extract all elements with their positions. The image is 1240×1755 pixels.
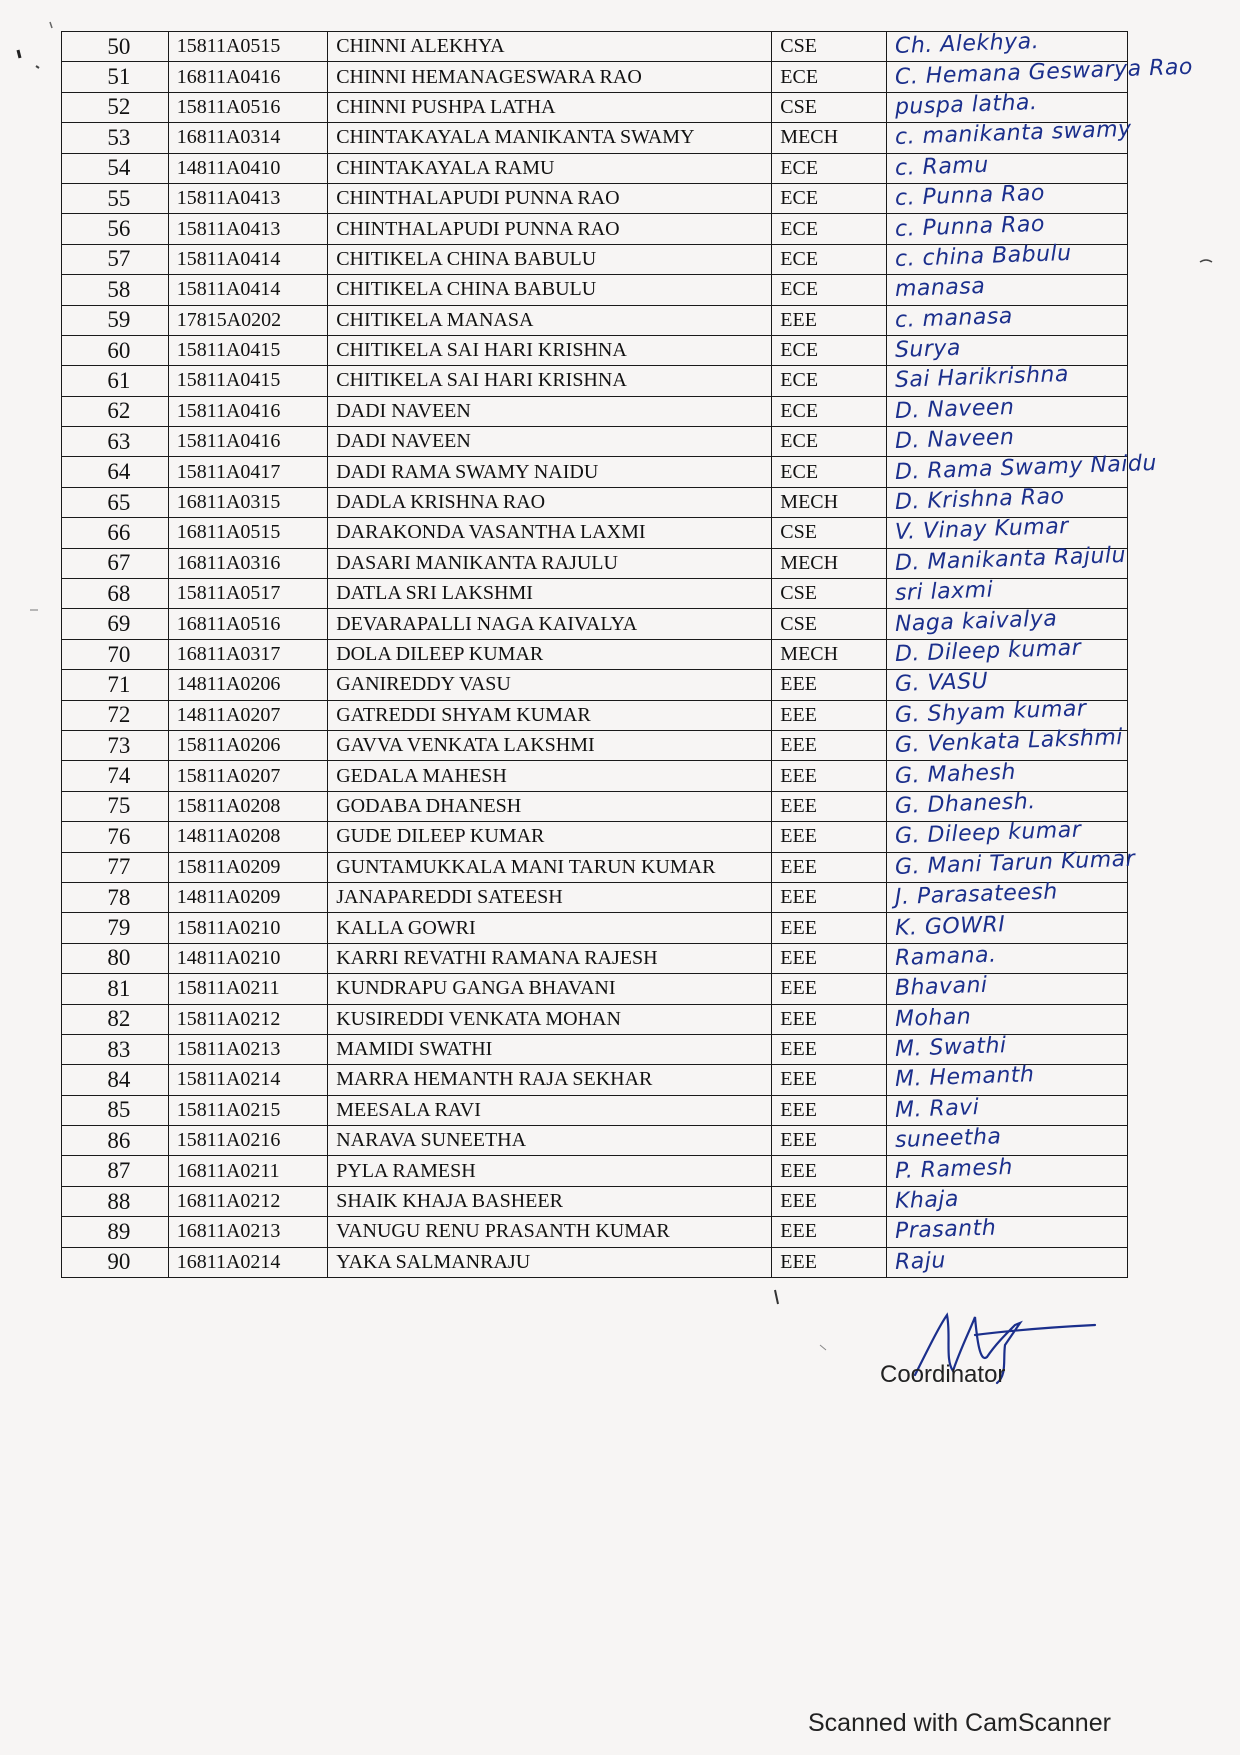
serial-number-cell: 86 [62, 1126, 169, 1156]
branch-cell: EEE [772, 1217, 887, 1247]
roll-number-cell: 15811A0214 [168, 1065, 328, 1095]
signature-cell [887, 1095, 1128, 1125]
serial-number-cell: 71 [62, 670, 169, 700]
student-name-cell: VANUGU RENU PRASANTH KUMAR [328, 1217, 772, 1247]
handwritten-signature: V. Vinay Kumar [894, 514, 1070, 546]
branch-cell: EEE [772, 670, 887, 700]
student-name-cell: MAMIDI SWATHI [328, 1034, 772, 1064]
student-name-cell: PYLA RAMESH [328, 1156, 772, 1186]
roll-number-cell: 16811A0315 [168, 487, 328, 517]
student-name-cell: GEDALA MAHESH [328, 761, 772, 791]
handwritten-signature: D. Rama Swamy Naidu [894, 450, 1158, 485]
table-row [62, 1156, 1128, 1186]
handwritten-signature: G. Mahesh [894, 759, 1017, 789]
branch-cell: EEE [772, 1247, 887, 1277]
student-name-cell: DOLA DILEEP KUMAR [328, 639, 772, 669]
roll-number-cell: 15811A0209 [168, 852, 328, 882]
roll-number-cell: 16811A0211 [168, 1156, 328, 1186]
table-row [62, 153, 1128, 183]
handwritten-signature: c. Punna Rao [894, 180, 1046, 212]
handwritten-signature: G. Venkata Lakshmi [894, 725, 1124, 759]
table-row [62, 305, 1128, 335]
signature-cell [887, 240, 1128, 274]
table-row [62, 518, 1128, 548]
table-row [62, 730, 1128, 760]
student-name-cell: CHINTHALAPUDI PUNNA RAO [328, 214, 772, 244]
branch-cell: EEE [772, 974, 887, 1004]
handwritten-signature: C. Hemana Geswarya Rao [894, 54, 1194, 90]
roll-number-cell: 15811A0517 [168, 579, 328, 609]
roll-number-cell: 15811A0516 [168, 92, 328, 122]
branch-cell: CSE [772, 32, 887, 62]
handwritten-signature: D. Manikanta Rajulu [894, 542, 1127, 576]
table-row [62, 183, 1128, 213]
handwritten-signature: M. Hemanth [894, 1062, 1035, 1093]
branch-cell: MECH [772, 548, 887, 578]
student-attendance-table [61, 29, 1194, 1278]
student-name-cell: DEVARAPALLI NAGA KAIVALYA [328, 609, 772, 639]
roll-number-cell: 15811A0413 [168, 183, 328, 213]
student-name-cell: GATREDDI SHYAM KUMAR [328, 700, 772, 730]
handwritten-signature: M. Swathi [894, 1033, 1008, 1063]
signature-cell [887, 913, 1128, 943]
roll-number-cell: 15811A0416 [168, 396, 328, 426]
handwritten-signature: c. manasa [894, 303, 1014, 333]
serial-number-cell: 75 [62, 791, 169, 821]
branch-cell: EEE [772, 1186, 887, 1216]
student-name-cell: KUNDRAPU GANGA BHAVANI [328, 974, 772, 1004]
roll-number-cell: 15811A0211 [168, 974, 328, 1004]
signature-cell [887, 725, 1128, 760]
serial-number-cell: 61 [62, 366, 169, 396]
serial-number-cell: 76 [62, 822, 169, 852]
signature-cell [887, 1247, 1128, 1277]
handwritten-signature: Mohan [894, 1004, 972, 1032]
student-name-cell: DADI RAMA SWAMY NAIDU [328, 457, 772, 487]
handwritten-signature: Ramana. [894, 942, 998, 971]
serial-number-cell: 87 [62, 1156, 169, 1186]
table-row [62, 427, 1128, 457]
roll-number-cell: 16811A0516 [168, 609, 328, 639]
branch-cell: CSE [772, 609, 887, 639]
table-row [62, 1186, 1128, 1216]
signature-cell [887, 846, 1136, 882]
serial-number-cell: 77 [62, 852, 169, 882]
serial-number-cell: 80 [62, 943, 169, 973]
signature-cell [887, 670, 1128, 700]
table-row [62, 882, 1128, 912]
serial-number-cell: 81 [62, 974, 169, 1004]
serial-number-cell: 51 [62, 62, 169, 92]
branch-cell: ECE [772, 275, 887, 305]
handwritten-signature: G. Shyam kumar [894, 696, 1087, 728]
branch-cell: ECE [772, 244, 887, 274]
branch-cell: EEE [772, 700, 887, 730]
roll-number-cell: 14811A0209 [168, 882, 328, 912]
serial-number-cell: 90 [62, 1247, 169, 1277]
handwritten-signature: puspa latha. [894, 90, 1038, 120]
handwritten-signature: Bhavani [894, 973, 989, 1002]
signature-cell [887, 1034, 1128, 1064]
serial-number-cell: 70 [62, 639, 169, 669]
signature-cell [887, 396, 1128, 426]
branch-cell: EEE [772, 882, 887, 912]
branch-cell: EEE [772, 822, 887, 852]
student-name-cell: JANAPAREDDI SATEESH [328, 882, 772, 912]
table-row [62, 1034, 1128, 1064]
branch-cell: MECH [772, 123, 887, 153]
student-name-cell: GODABA DHANESH [328, 791, 772, 821]
signature-cell [887, 635, 1128, 669]
roll-number-cell: 15811A0417 [168, 457, 328, 487]
signature-cell [887, 1004, 1128, 1034]
branch-cell: EEE [772, 943, 887, 973]
student-name-cell: NARAVA SUNEETHA [328, 1126, 772, 1156]
handwritten-signature: c. manikanta swamy [894, 117, 1133, 151]
roll-number-cell: 14811A0410 [168, 153, 328, 183]
table-body [62, 29, 1194, 1278]
serial-number-cell: 63 [62, 427, 169, 457]
student-name-cell: GUDE DILEEP KUMAR [328, 822, 772, 852]
signature-cell [887, 362, 1128, 396]
handwritten-signature: Khaja [894, 1186, 960, 1215]
serial-number-cell: 82 [62, 1004, 169, 1034]
table-row [62, 943, 1128, 973]
branch-cell: EEE [772, 852, 887, 882]
branch-cell: EEE [772, 1034, 887, 1064]
handwritten-signature: Prasanth [894, 1215, 997, 1245]
handwritten-signature: Ch. Alekhya. [894, 29, 1040, 60]
student-name-cell: KALLA GOWRI [328, 913, 772, 943]
table-row [62, 822, 1128, 852]
handwritten-signature: manasa [894, 274, 986, 303]
table-row [62, 913, 1128, 943]
table-row [62, 92, 1128, 122]
table-row [62, 1004, 1128, 1034]
serial-number-cell: 62 [62, 396, 169, 426]
branch-cell: ECE [772, 457, 887, 487]
branch-cell: EEE [772, 791, 887, 821]
signature-cell [887, 1126, 1128, 1156]
student-name-cell: GUNTAMUKKALA MANI TARUN KUMAR [328, 852, 772, 882]
student-name-cell: CHITIKELA SAI HARI KRISHNA [328, 366, 772, 396]
serial-number-cell: 67 [62, 548, 169, 578]
student-name-cell: CHINNI PUSHPA LATHA [328, 92, 772, 122]
roll-number-cell: 15811A0515 [168, 32, 328, 62]
table-row [62, 335, 1128, 365]
roll-number-cell: 16811A0316 [168, 548, 328, 578]
serial-number-cell: 89 [62, 1217, 169, 1247]
roll-number-cell: 15811A0415 [168, 335, 328, 365]
handwritten-signature: M. Ravi [894, 1094, 980, 1123]
serial-number-cell: 73 [62, 730, 169, 760]
serial-number-cell: 59 [62, 305, 169, 335]
roll-number-cell: 15811A0416 [168, 427, 328, 457]
signature-cell [887, 335, 1128, 365]
table-row [62, 974, 1128, 1004]
student-name-cell: GAVVA VENKATA LAKSHMI [328, 730, 772, 760]
signature-cell [887, 275, 1128, 305]
student-name-cell: GANIREDDY VASU [328, 670, 772, 700]
roll-number-cell: 16811A0317 [168, 639, 328, 669]
student-name-cell: CHITIKELA SAI HARI KRISHNA [328, 335, 772, 365]
table-row [62, 791, 1128, 821]
handwritten-signature: G. Dileep kumar [894, 817, 1082, 850]
branch-cell: ECE [772, 396, 887, 426]
table-row [62, 548, 1128, 578]
roll-number-cell: 16811A0515 [168, 518, 328, 548]
student-name-cell: CHINTAKAYALA MANIKANTA SWAMY [328, 123, 772, 153]
roll-number-cell: 15811A0216 [168, 1126, 328, 1156]
serial-number-cell: 84 [62, 1065, 169, 1095]
student-name-cell: DASARI MANIKANTA RAJULU [328, 548, 772, 578]
roll-number-cell: 14811A0208 [168, 822, 328, 852]
student-name-cell: YAKA SALMANRAJU [328, 1247, 772, 1277]
student-name-cell: MEESALA RAVI [328, 1095, 772, 1125]
student-name-cell: DADI NAVEEN [328, 427, 772, 457]
signature-cell [887, 450, 1158, 487]
roll-number-cell: 15811A0210 [168, 913, 328, 943]
student-name-cell: CHINNI ALEKHYA [328, 32, 772, 62]
student-name-cell: SHAIK KHAJA BASHEER [328, 1186, 772, 1216]
roll-number-cell: 15811A0215 [168, 1095, 328, 1125]
signature-cell [887, 1062, 1128, 1095]
branch-cell: EEE [772, 730, 887, 760]
table-row [62, 366, 1128, 396]
handwritten-signature: Naga kaivalya [894, 605, 1058, 637]
roll-number-cell: 16811A0213 [168, 1217, 328, 1247]
branch-cell: EEE [772, 1095, 887, 1125]
serial-number-cell: 53 [62, 123, 169, 153]
signature-cell [887, 1156, 1128, 1186]
serial-number-cell: 56 [62, 214, 169, 244]
student-name-cell: CHITIKELA MANASA [328, 305, 772, 335]
student-name-cell: CHINNI HEMANAGESWARA RAO [328, 62, 772, 92]
camscanner-footer: Scanned with CamScanner [808, 1709, 1111, 1737]
branch-cell: ECE [772, 427, 887, 457]
signature-cell [887, 605, 1128, 639]
table-row [62, 244, 1128, 274]
branch-cell: EEE [772, 1004, 887, 1034]
signature-cell [887, 153, 1128, 183]
roll-number-cell: 16811A0416 [168, 62, 328, 92]
signature-cell [887, 305, 1128, 335]
table-row [62, 457, 1128, 487]
table-row [62, 123, 1128, 153]
branch-cell: ECE [772, 366, 887, 396]
table-row [62, 1126, 1128, 1156]
serial-number-cell: 78 [62, 882, 169, 912]
table-row [62, 214, 1128, 244]
branch-cell: ECE [772, 335, 887, 365]
signature-cell [887, 1217, 1128, 1247]
student-name-cell: DARAKONDA VASANTHA LAXMI [328, 518, 772, 548]
roll-number-cell: 15811A0415 [168, 366, 328, 396]
roll-number-cell: 15811A0213 [168, 1034, 328, 1064]
serial-number-cell: 72 [62, 700, 169, 730]
table-row [62, 1247, 1128, 1277]
student-name-cell: DADI NAVEEN [328, 396, 772, 426]
branch-cell: ECE [772, 214, 887, 244]
serial-number-cell: 74 [62, 761, 169, 791]
signature-cell [887, 542, 1128, 578]
coordinator-label: Coordinator [880, 1361, 1006, 1388]
signature-cell [887, 879, 1128, 912]
serial-number-cell: 85 [62, 1095, 169, 1125]
serial-number-cell: 52 [62, 92, 169, 122]
branch-cell: CSE [772, 92, 887, 122]
student-name-cell: CHINTHALAPUDI PUNNA RAO [328, 183, 772, 213]
serial-number-cell: 69 [62, 609, 169, 639]
signature-cell [887, 180, 1128, 213]
handwritten-signature: D. Krishna Rao [894, 484, 1066, 516]
serial-number-cell: 66 [62, 518, 169, 548]
serial-number-cell: 57 [62, 244, 169, 274]
branch-cell: EEE [772, 1065, 887, 1095]
handwritten-signature: G. Dhanesh. [894, 789, 1037, 819]
roll-number-cell: 16811A0212 [168, 1186, 328, 1216]
table-row [62, 670, 1128, 700]
handwritten-signature: suneetha [894, 1124, 1002, 1154]
branch-cell: EEE [772, 913, 887, 943]
table-row [62, 579, 1128, 609]
handwritten-signature: D. Naveen [894, 425, 1015, 455]
signature-cell [887, 54, 1194, 92]
table-row [62, 396, 1128, 426]
student-name-cell: DATLA SRI LAKSHMI [328, 579, 772, 609]
roll-number-cell: 15811A0207 [168, 761, 328, 791]
student-name-cell: MARRA HEMANTH RAJA SEKHAR [328, 1065, 772, 1095]
serial-number-cell: 64 [62, 457, 169, 487]
branch-cell: EEE [772, 761, 887, 791]
student-name-cell: DADLA KRISHNA RAO [328, 487, 772, 517]
student-name-cell: CHITIKELA CHINA BABULU [328, 244, 772, 274]
serial-number-cell: 60 [62, 335, 169, 365]
branch-cell: MECH [772, 639, 887, 669]
serial-number-cell: 83 [62, 1034, 169, 1064]
handwritten-signature: Surya [894, 335, 962, 364]
roll-number-cell: 15811A0414 [168, 275, 328, 305]
roll-number-cell: 14811A0207 [168, 700, 328, 730]
handwritten-signature: Raju [894, 1248, 947, 1275]
serial-number-cell: 50 [62, 32, 169, 62]
branch-cell: EEE [772, 1126, 887, 1156]
branch-cell: EEE [772, 305, 887, 335]
branch-cell: ECE [772, 153, 887, 183]
student-name-cell: CHINTAKAYALA RAMU [328, 153, 772, 183]
roll-number-cell: 16811A0214 [168, 1247, 328, 1277]
handwritten-signature: c. Punna Rao [894, 211, 1046, 242]
signature-cell [887, 117, 1133, 153]
table-row [62, 62, 1128, 92]
handwritten-signature: c. china Babulu [894, 240, 1073, 272]
serial-number-cell: 54 [62, 153, 169, 183]
serial-number-cell: 79 [62, 913, 169, 943]
table-row [62, 852, 1128, 882]
signature-cell [887, 943, 1128, 973]
signature-cell [887, 791, 1128, 821]
table-row [62, 639, 1128, 669]
branch-cell: ECE [772, 62, 887, 92]
handwritten-signature: sri laxmi [894, 577, 994, 607]
roll-number-cell: 15811A0212 [168, 1004, 328, 1034]
student-name-cell: KUSIREDDI VENKATA MOHAN [328, 1004, 772, 1034]
signature-cell [887, 974, 1128, 1004]
signature-cell [887, 579, 1128, 609]
signature-cell [887, 211, 1128, 244]
serial-number-cell: 55 [62, 183, 169, 213]
roll-number-cell: 15811A0208 [168, 791, 328, 821]
table-row [62, 275, 1128, 305]
serial-number-cell: 68 [62, 579, 169, 609]
roll-number-cell: 15811A0414 [168, 244, 328, 274]
serial-number-cell: 88 [62, 1186, 169, 1216]
handwritten-signature: D. Dileep kumar [894, 635, 1082, 667]
handwritten-signature: G. Mani Tarun Kumar [894, 846, 1136, 880]
table-row [62, 700, 1128, 730]
handwritten-signature: Sai Harikrishna [894, 362, 1070, 394]
branch-cell: CSE [772, 518, 887, 548]
table-row [62, 761, 1128, 791]
handwritten-signature: P. Ramesh [894, 1154, 1014, 1184]
table-row [62, 487, 1128, 517]
serial-number-cell: 65 [62, 487, 169, 517]
signature-cell [887, 761, 1128, 791]
table-row [62, 1095, 1128, 1125]
roll-number-cell: 17815A0202 [168, 305, 328, 335]
student-name-cell: KARRI REVATHI RAMANA RAJESH [328, 943, 772, 973]
table-row [62, 609, 1128, 639]
signature-cell [887, 1186, 1128, 1216]
handwritten-signature: K. GOWRI [894, 911, 1006, 941]
student-name-cell: CHITIKELA CHINA BABULU [328, 275, 772, 305]
handwritten-signature: G. VASU [894, 669, 989, 698]
handwritten-signature: D. Naveen [894, 394, 1015, 424]
branch-cell: CSE [772, 579, 887, 609]
table-row [62, 1217, 1128, 1247]
handwritten-signature: J. Parasateesh [894, 879, 1059, 911]
branch-cell: EEE [772, 1156, 887, 1186]
roll-number-cell: 15811A0413 [168, 214, 328, 244]
roll-number-cell: 16811A0314 [168, 123, 328, 153]
table-row [62, 1065, 1128, 1095]
table-row [62, 32, 1128, 62]
branch-cell: MECH [772, 487, 887, 517]
roll-number-cell: 14811A0210 [168, 943, 328, 973]
serial-number-cell: 58 [62, 275, 169, 305]
branch-cell: ECE [772, 183, 887, 213]
handwritten-signature: c. Ramu [894, 152, 990, 181]
roll-number-cell: 15811A0206 [168, 730, 328, 760]
roll-number-cell: 14811A0206 [168, 670, 328, 700]
signature-cell [887, 484, 1128, 517]
